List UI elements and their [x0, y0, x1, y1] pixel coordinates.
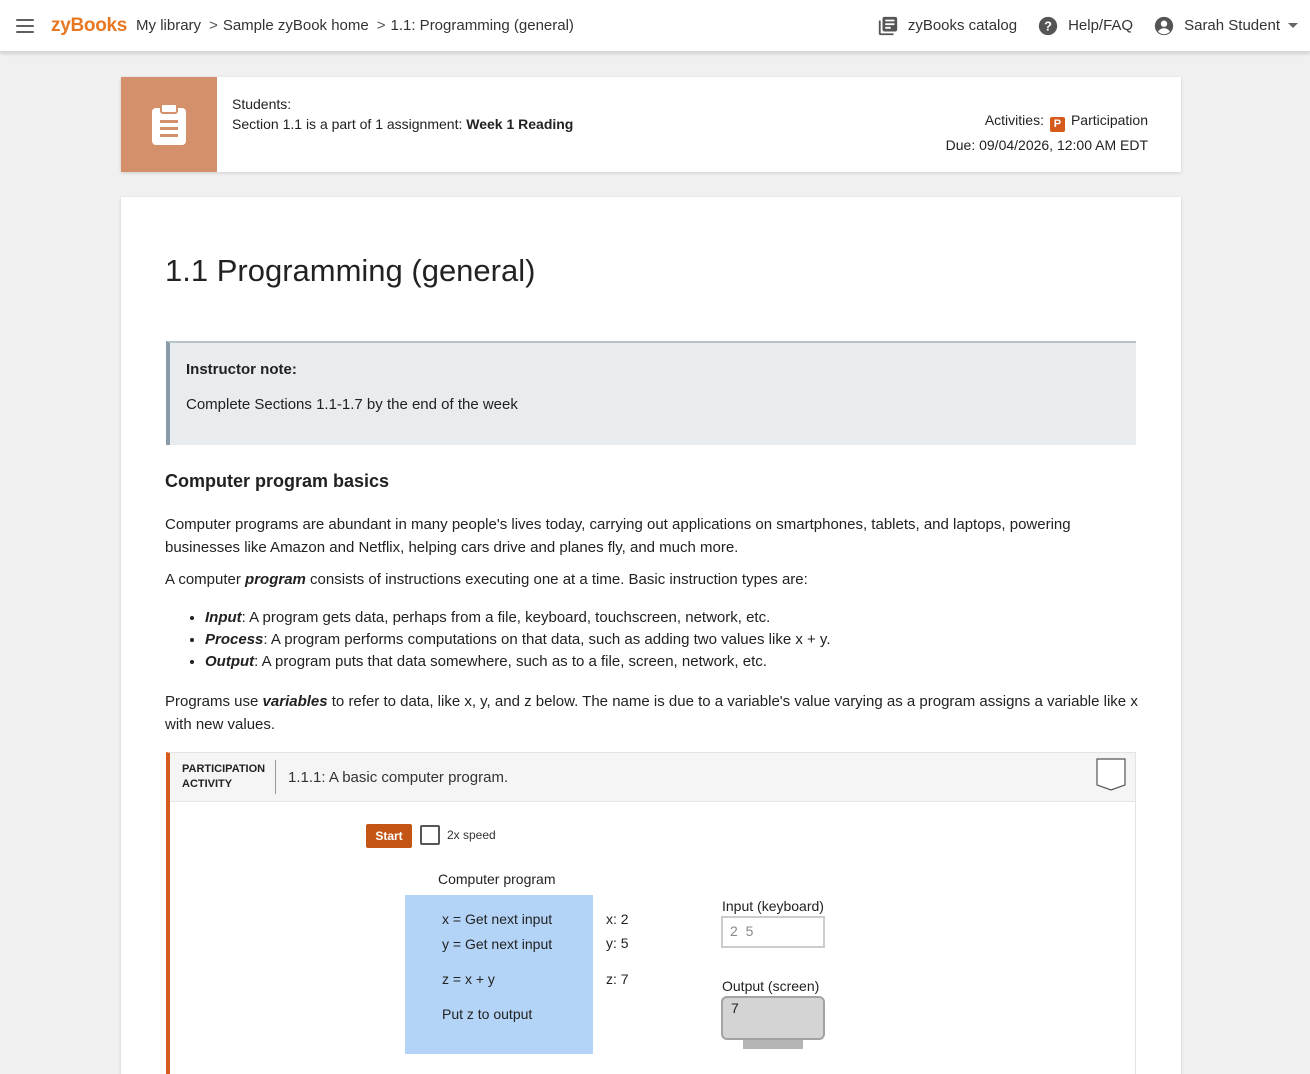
chevron-down-icon — [1288, 23, 1298, 28]
activity-tag — [170, 760, 276, 794]
participation-badge: P — [1050, 117, 1065, 132]
text-span: to refer to data, like x, y, and z below. The name is due to a variable's value varying as a program assigns a variable like x with new values. — [165, 693, 1138, 733]
activity-title: 1.1.1: A basic computer program. — [288, 768, 509, 786]
breadcrumb — [136, 17, 582, 34]
program-label: Computer program — [438, 871, 556, 887]
term-program: program — [245, 571, 306, 588]
top-bar — [0, 0, 1310, 52]
breadcrumb-zybook-home[interactable]: Sample zyBook home — [222, 17, 369, 34]
variable-z: z: 7 — [606, 971, 629, 987]
term-input: Input — [205, 609, 242, 626]
code-line: Put z to output — [442, 1006, 533, 1022]
assignment-name[interactable]: Week 1 Reading — [466, 116, 574, 132]
help-icon — [1037, 15, 1059, 37]
account-circle-icon — [1153, 15, 1175, 37]
user-name: Sarah Student — [1184, 17, 1280, 34]
activities-line — [946, 108, 1148, 133]
variable-x: x: 2 — [606, 911, 629, 927]
assignment-prefix: Section 1.1 is a part of 1 assignment: — [232, 116, 467, 132]
code-line: y = Get next input — [442, 936, 553, 952]
breadcrumb-my-library[interactable]: My library — [136, 17, 202, 34]
activity-tag-line: PARTICIPATION — [182, 763, 266, 775]
instructor-note — [166, 341, 1136, 445]
text-span: consists of instructions executing one at a time. Basic instruction types are: — [305, 571, 808, 588]
user-menu[interactable] — [1153, 15, 1298, 37]
variable-y: y: 5 — [606, 935, 629, 951]
text-span: A computer — [165, 571, 246, 588]
list-item — [205, 651, 830, 673]
paragraph-variables — [165, 690, 1140, 736]
code-line: x = Get next input — [442, 911, 553, 927]
assignment-description — [232, 114, 573, 134]
activity-type: Participation — [1070, 112, 1148, 128]
monitor-stand — [743, 1040, 803, 1049]
screen-output-box: 7 — [721, 996, 825, 1040]
instructor-note-heading: Instructor note: — [186, 361, 297, 378]
activities-label: Activities: — [984, 112, 1044, 128]
term-process: Process — [205, 631, 264, 648]
library-books-icon — [877, 15, 899, 37]
brand-logo[interactable]: zyBooks — [51, 14, 128, 36]
assignment-info — [217, 77, 573, 172]
code-line: z = x + y — [442, 971, 495, 987]
catalog-label: zyBooks catalog — [907, 17, 1018, 34]
term-output: Output — [205, 653, 255, 670]
instructor-note-body: Complete Sections 1.1-1.7 by the end of the week — [186, 396, 518, 413]
paragraph-intro: Computer programs are abundant in many people's lives today, carrying out applications on smartphones, tablets, and laptops, powering businesses like Amazon and Netflix, helping cars drive and planes fly, and much more. — [165, 516, 1071, 556]
text-span: Programs use — [165, 693, 263, 710]
list-item-text: : A program puts that data somewhere, such as to a file, screen, network, etc. — [254, 653, 767, 670]
list-item-text: : A program gets data, perhaps from a file, keyboard, touchscreen, network, etc. — [241, 609, 771, 626]
due-date: Due: 09/04/2026, 12:00 AM EDT — [945, 137, 1148, 153]
catalog-link[interactable] — [877, 15, 1017, 37]
breadcrumb-current-section[interactable]: 1.1: Programming (general) — [390, 17, 574, 34]
svg-text:?: ? — [1044, 18, 1052, 34]
section-subheading: Computer program basics — [165, 471, 390, 491]
speed-checkbox[interactable] — [420, 825, 440, 845]
assignment-audience: Students: — [232, 96, 292, 112]
list-item-text: : A program performs computations on that data, such as adding two values like x + y. — [263, 631, 831, 648]
participation-activity — [166, 752, 1136, 1074]
output-label: Output (screen) — [722, 978, 820, 994]
assignment-details — [946, 77, 1181, 172]
clipboard-icon — [121, 77, 217, 172]
list-item — [205, 629, 830, 651]
instruction-types-list — [205, 607, 830, 673]
assignment-banner — [121, 77, 1181, 172]
help-link[interactable] — [1037, 15, 1133, 37]
top-right-nav — [857, 15, 1298, 37]
keyboard-input-box: 2 5 — [721, 916, 825, 948]
activity-tag-line: ACTIVITY — [182, 778, 233, 790]
speed-label: 2x speed — [447, 828, 496, 842]
help-label: Help/FAQ — [1068, 17, 1134, 34]
section-content — [121, 197, 1181, 1074]
completion-chevron-icon — [1096, 758, 1126, 797]
list-item — [205, 607, 830, 629]
start-button[interactable]: Start — [366, 824, 412, 848]
activity-header — [170, 753, 1135, 802]
term-variables: variables — [262, 693, 328, 710]
menu-icon[interactable] — [16, 19, 34, 33]
program-code-box — [405, 895, 593, 1054]
breadcrumb-separator: > — [376, 17, 386, 34]
page-title: 1.1 Programming (general) — [165, 253, 536, 288]
breadcrumb-separator: > — [209, 17, 218, 34]
input-label: Input (keyboard) — [722, 898, 824, 914]
paragraph-program-def — [165, 568, 1140, 591]
